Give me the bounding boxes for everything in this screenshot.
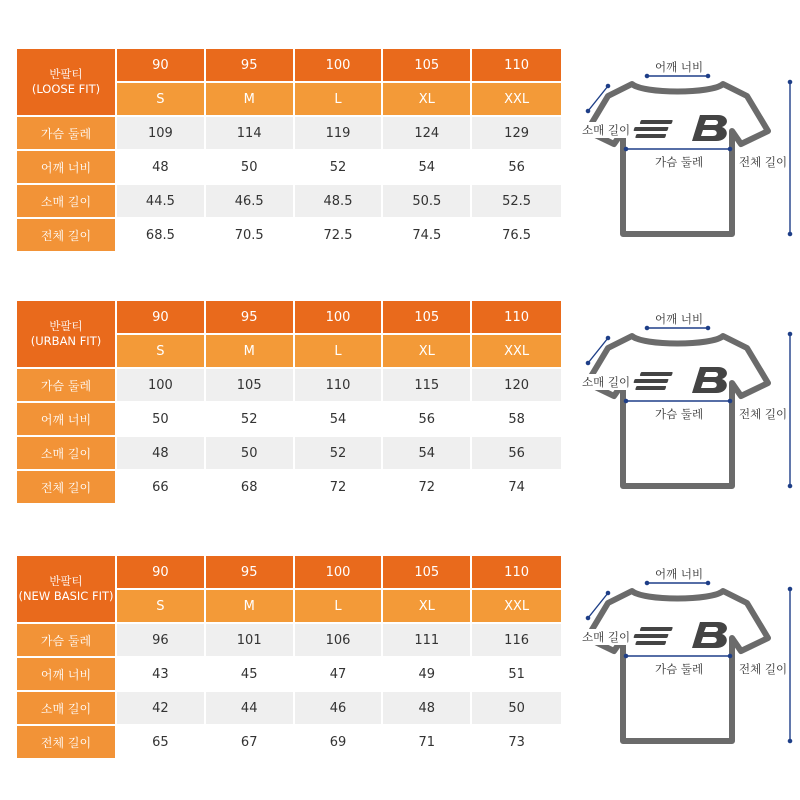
- measurement-label: 가슴 둘레: [17, 367, 117, 401]
- measurement-row: [17, 656, 561, 690]
- measurement-value: 44.5: [117, 183, 206, 217]
- measurement-value: 116: [472, 622, 561, 656]
- measurement-value: 56: [383, 401, 472, 435]
- measurement-value: 96: [117, 622, 206, 656]
- measurement-value: 52.5: [472, 183, 561, 217]
- measurement-label: 가슴 둘레: [17, 115, 117, 149]
- size-number: 110: [472, 556, 561, 590]
- measurement-value: 67: [206, 724, 295, 758]
- size-letter: M: [206, 590, 295, 622]
- measurement-row: [17, 622, 561, 656]
- chest-circumference-label: 가슴 둘레: [655, 407, 704, 421]
- size-number: 90: [117, 49, 206, 83]
- size-table: [17, 49, 561, 251]
- measurement-value: 49: [383, 656, 472, 690]
- size-letter: XL: [383, 590, 472, 622]
- size-number: 95: [206, 49, 295, 83]
- size-letter: M: [206, 335, 295, 367]
- measurement-value: 52: [206, 401, 295, 435]
- size-table: [17, 556, 561, 758]
- size-letter: L: [295, 335, 384, 367]
- measurement-label: 어깨 너비: [17, 401, 117, 435]
- measurement-label: 전체 길이: [17, 469, 117, 503]
- size-number: 100: [295, 556, 384, 590]
- shoulder-width-label: 어깨 너비: [655, 567, 704, 581]
- measurement-row: [17, 217, 561, 251]
- product-name-header: [17, 49, 117, 115]
- measurement-label: 전체 길이: [17, 724, 117, 758]
- size-number: 95: [206, 301, 295, 335]
- measurement-value: 51: [472, 656, 561, 690]
- measurement-value: 43: [117, 656, 206, 690]
- measurement-row: [17, 367, 561, 401]
- measurement-value: 48: [117, 435, 206, 469]
- size-number: 95: [206, 556, 295, 590]
- measurement-value: 44: [206, 690, 295, 724]
- size-number: 90: [117, 301, 206, 335]
- measurement-value: 56: [472, 149, 561, 183]
- measurement-value: 76.5: [472, 217, 561, 251]
- measurement-value: 105: [206, 367, 295, 401]
- measurement-value: 46.5: [206, 183, 295, 217]
- measurement-value: 124: [383, 115, 472, 149]
- t-shirt-icon: [582, 556, 800, 761]
- measurement-value: 110: [295, 367, 384, 401]
- product-name: 반팔티: [49, 574, 83, 588]
- measurement-row: [17, 401, 561, 435]
- sleeve-length-label: 소매 길이: [582, 375, 631, 389]
- total-length-label: 전체 길이: [739, 662, 788, 676]
- measurement-diagram: [582, 556, 800, 761]
- measurement-row: [17, 469, 561, 503]
- measurement-row: [17, 690, 561, 724]
- measurement-row: [17, 149, 561, 183]
- measurement-label: 어깨 너비: [17, 656, 117, 690]
- measurement-value: 47: [295, 656, 384, 690]
- chest-circumference-label: 가슴 둘레: [655, 662, 704, 676]
- measurement-value: 74: [472, 469, 561, 503]
- shoulder-width-label: 어깨 너비: [655, 312, 704, 326]
- measurement-value: 72.5: [295, 217, 384, 251]
- measurement-value: 114: [206, 115, 295, 149]
- size-letter: S: [117, 83, 206, 115]
- measurement-value: 68.5: [117, 217, 206, 251]
- size-letter: XXL: [472, 335, 561, 367]
- measurement-value: 48.5: [295, 183, 384, 217]
- sleeve-length-label: 소매 길이: [582, 123, 631, 137]
- size-letter: S: [117, 590, 206, 622]
- product-name-header: [17, 556, 117, 622]
- measurement-value: 65: [117, 724, 206, 758]
- fit-name: (NEW BASIC FIT): [18, 589, 114, 603]
- measurement-value: 70.5: [206, 217, 295, 251]
- size-number: 105: [383, 556, 472, 590]
- measurement-value: 74.5: [383, 217, 472, 251]
- measurement-value: 48: [117, 149, 206, 183]
- measurement-label: 소매 길이: [17, 690, 117, 724]
- size-letter: L: [295, 83, 384, 115]
- measurement-value: 120: [472, 367, 561, 401]
- size-letter: XXL: [472, 83, 561, 115]
- size-number: 110: [472, 301, 561, 335]
- measurement-value: 50: [117, 401, 206, 435]
- size-letter: L: [295, 590, 384, 622]
- sleeve-length-label: 소매 길이: [582, 630, 631, 644]
- measurement-value: 50: [206, 435, 295, 469]
- fit-name: (URBAN FIT): [30, 334, 102, 348]
- measurement-value: 69: [295, 724, 384, 758]
- measurement-value: 52: [295, 435, 384, 469]
- total-length-label: 전체 길이: [739, 155, 788, 169]
- t-shirt-icon: [582, 49, 800, 254]
- measurement-value: 50: [472, 690, 561, 724]
- size-chart-section: [17, 301, 793, 506]
- measurement-row: [17, 724, 561, 758]
- measurement-value: 100: [117, 367, 206, 401]
- size-letter: XL: [383, 335, 472, 367]
- measurement-value: 71: [383, 724, 472, 758]
- measurement-value: 72: [295, 469, 384, 503]
- size-chart-section: [17, 556, 793, 761]
- size-number: 90: [117, 556, 206, 590]
- measurement-value: 115: [383, 367, 472, 401]
- measurement-label: 가슴 둘레: [17, 622, 117, 656]
- measurement-value: 54: [295, 401, 384, 435]
- measurement-value: 72: [383, 469, 472, 503]
- measurement-value: 52: [295, 149, 384, 183]
- measurement-row: [17, 183, 561, 217]
- measurement-label: 소매 길이: [17, 183, 117, 217]
- measurement-label: 어깨 너비: [17, 149, 117, 183]
- size-number: 105: [383, 49, 472, 83]
- measurement-value: 119: [295, 115, 384, 149]
- size-letter: XXL: [472, 590, 561, 622]
- measurement-value: 50.5: [383, 183, 472, 217]
- size-chart-section: [17, 49, 793, 254]
- size-letter: S: [117, 335, 206, 367]
- size-number: 105: [383, 301, 472, 335]
- measurement-value: 129: [472, 115, 561, 149]
- product-name-header: [17, 301, 117, 367]
- measurement-value: 42: [117, 690, 206, 724]
- measurement-value: 58: [472, 401, 561, 435]
- measurement-value: 106: [295, 622, 384, 656]
- size-number: 100: [295, 49, 384, 83]
- product-name: 반팔티: [49, 319, 83, 333]
- measurement-value: 109: [117, 115, 206, 149]
- measurement-value: 68: [206, 469, 295, 503]
- shoulder-width-label: 어깨 너비: [655, 60, 704, 74]
- measurement-value: 56: [472, 435, 561, 469]
- measurement-value: 101: [206, 622, 295, 656]
- total-length-label: 전체 길이: [739, 407, 788, 421]
- measurement-value: 73: [472, 724, 561, 758]
- measurement-row: [17, 115, 561, 149]
- size-letter: M: [206, 83, 295, 115]
- measurement-diagram: [582, 49, 800, 254]
- chest-circumference-label: 가슴 둘레: [655, 155, 704, 169]
- measurement-value: 54: [383, 435, 472, 469]
- product-name: 반팔티: [49, 67, 83, 81]
- t-shirt-icon: [582, 301, 800, 506]
- measurement-label: 전체 길이: [17, 217, 117, 251]
- measurement-label: 소매 길이: [17, 435, 117, 469]
- measurement-row: [17, 435, 561, 469]
- measurement-value: 48: [383, 690, 472, 724]
- measurement-value: 45: [206, 656, 295, 690]
- measurement-value: 66: [117, 469, 206, 503]
- size-number: 100: [295, 301, 384, 335]
- measurement-value: 46: [295, 690, 384, 724]
- measurement-value: 50: [206, 149, 295, 183]
- size-number: 110: [472, 49, 561, 83]
- size-table: [17, 301, 561, 503]
- measurement-value: 54: [383, 149, 472, 183]
- fit-name: (LOOSE FIT): [31, 82, 101, 96]
- size-letter: XL: [383, 83, 472, 115]
- measurement-value: 111: [383, 622, 472, 656]
- measurement-diagram: [582, 301, 800, 506]
